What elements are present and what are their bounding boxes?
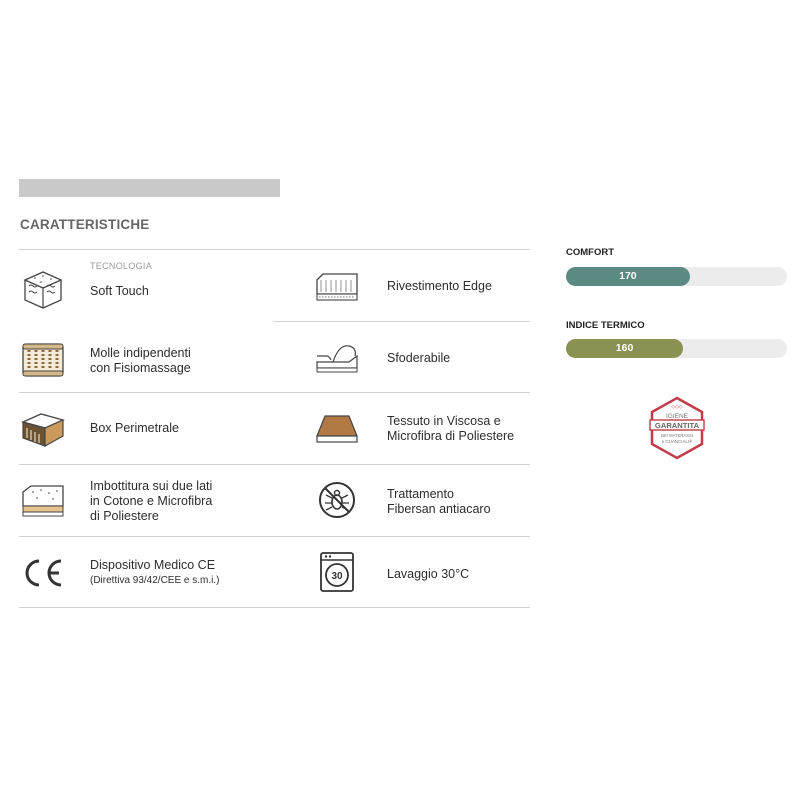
- feature-ce-line1: Dispositivo Medico CE: [90, 558, 216, 572]
- divider-right-1: [273, 321, 530, 322]
- hygiene-guaranteed-badge-icon: [646, 396, 708, 460]
- feature-padding-line3: di Poliestere: [90, 509, 159, 523]
- feature-ce: [90, 558, 219, 588]
- badge-line2: GARANTITA: [654, 421, 700, 431]
- feature-fabric-line1: Tessuto in Viscosa e: [387, 414, 501, 428]
- feature-treatment-line1: Trattamento: [387, 487, 454, 501]
- feature-ce-line2: (Direttiva 93/42/CEE e s.m.i.): [90, 575, 220, 586]
- comfort-label: COMFORT: [566, 247, 615, 258]
- technology-tag: TECNOLOGIA: [90, 261, 153, 271]
- washing-machine-30-icon: [313, 550, 361, 594]
- feature-box: Box Perimetrale: [90, 421, 179, 435]
- comfort-meter: [566, 267, 787, 286]
- feature-treatment-line2: Fibersan antiacaro: [387, 502, 491, 516]
- feature-padding-line1: Imbottitura sui due lati: [90, 479, 213, 493]
- divider-3: [19, 464, 530, 465]
- badge-line1: IGIENE: [665, 413, 689, 420]
- feature-wash: Lavaggio 30°C: [387, 567, 470, 581]
- svg-text:◇◇◇: ◇◇◇: [671, 404, 683, 410]
- feature-edge: Rivestimento Edge: [387, 279, 492, 293]
- feature-padding: [90, 479, 212, 524]
- feature-padding-line2: in Cotone e Microfibra: [90, 494, 213, 508]
- feature-springs-line1: Molle indipendenti: [90, 346, 191, 360]
- independent-springs-icon: [19, 338, 67, 382]
- section-title: CARATTERISTICHE: [20, 217, 150, 232]
- feature-treatment: [387, 487, 491, 517]
- svg-text:30: 30: [331, 571, 343, 582]
- edge-cover-icon: [313, 264, 361, 308]
- divider-top: [19, 249, 530, 250]
- ce-mark-icon: [19, 551, 67, 595]
- padding-layers-icon: [19, 478, 67, 522]
- divider-2: [19, 392, 530, 393]
- anti-mite-icon: [313, 478, 361, 522]
- badge-line4: e GUANCIALI®: [661, 439, 693, 444]
- feature-fabric-line2: Microfibra di Poliestere: [387, 429, 515, 443]
- feature-springs: [90, 346, 191, 376]
- comfort-meter-fill: 170: [566, 267, 690, 286]
- header-bar: [19, 179, 280, 197]
- fabric-layer-icon: [313, 406, 361, 450]
- thermal-index-label: INDICE TERMICO: [566, 320, 645, 331]
- thermal-index-meter: [566, 339, 787, 358]
- feature-removable: Sfoderabile: [387, 351, 451, 365]
- feature-fabric: [387, 414, 514, 444]
- divider-bottom: [19, 607, 530, 608]
- feature-soft-touch: Soft Touch: [90, 284, 149, 298]
- removable-cover-icon: [313, 336, 361, 380]
- badge-line3: NEI MATERASSI: [660, 433, 694, 438]
- divider-4: [19, 536, 530, 537]
- feature-springs-line2: con Fisiomassage: [90, 361, 191, 375]
- soft-touch-mattress-icon: [19, 266, 67, 310]
- perimeter-box-icon: [19, 406, 67, 450]
- thermal-index-meter-fill: 160: [566, 339, 683, 358]
